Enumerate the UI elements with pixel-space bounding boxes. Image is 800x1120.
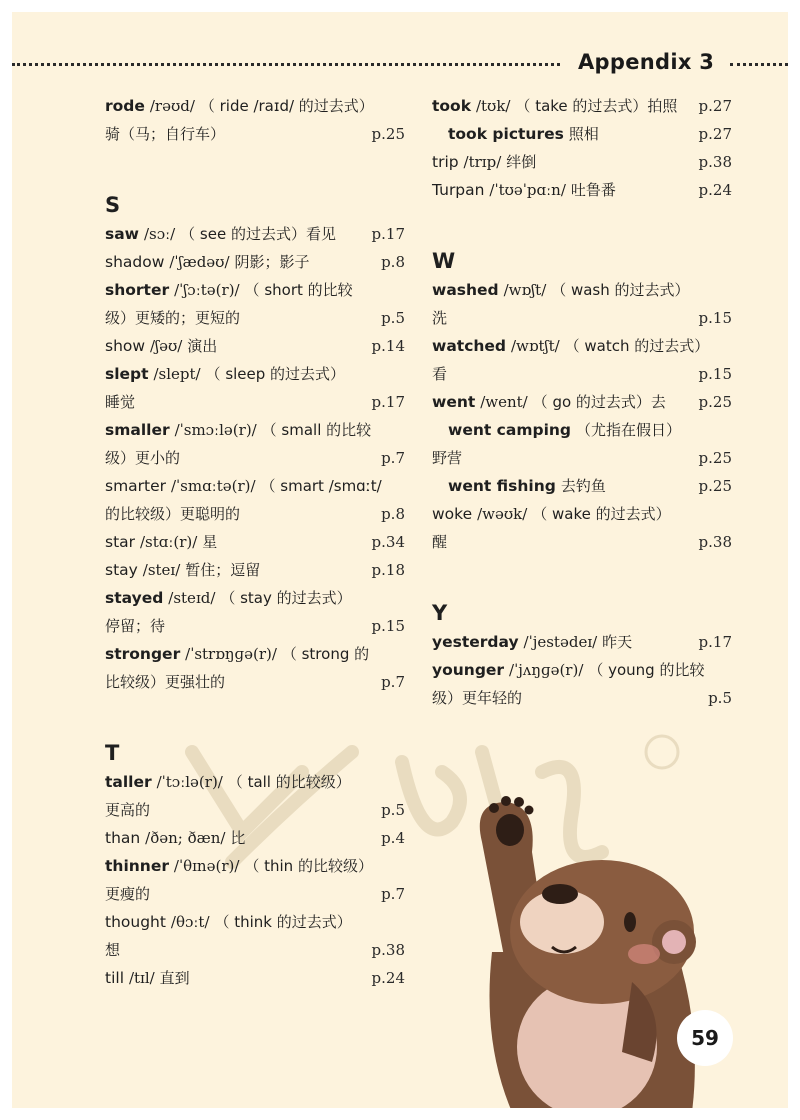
entry-word: thinner — [105, 857, 169, 875]
entry-word: Turpan — [432, 181, 485, 199]
glossary-continuation — [105, 668, 405, 696]
entry-gloss: 睡觉 — [105, 393, 136, 411]
entry-word: smaller — [105, 421, 170, 439]
right-column — [432, 92, 732, 712]
dotted-rule-right — [730, 63, 788, 66]
entry-word: saw — [105, 225, 140, 243]
entry-page-ref: p.8 — [381, 505, 405, 523]
glossary-entry — [432, 500, 732, 528]
glossary-entry — [432, 148, 732, 176]
entry-gloss: 暂住；逗留 — [185, 561, 261, 579]
section-letter: T — [105, 741, 120, 765]
entry-page-ref: p.25 — [371, 125, 405, 143]
glossary-entry — [105, 852, 405, 880]
entry-gloss: （ see 的过去式）看见 — [180, 225, 336, 243]
entry-gloss: 的比较级）更聪明的 — [105, 505, 241, 523]
section-gap — [432, 204, 732, 244]
entry-word: took pictures — [448, 125, 564, 143]
glossary-entry — [105, 220, 405, 248]
entry-page-ref: p.24 — [371, 969, 405, 987]
entry-page-ref: p.7 — [381, 449, 405, 467]
glossary-continuation — [432, 304, 732, 332]
entry-gloss: 阴影；影子 — [234, 253, 310, 271]
glossary-entry — [432, 276, 732, 304]
entry-gloss: （ strong 的 — [281, 645, 370, 663]
entry-page-ref: p.25 — [698, 393, 732, 411]
entry-phonetic: /ˈʃɔːtə(r)/ — [174, 281, 240, 299]
glossary-continuation — [105, 444, 405, 472]
entry-gloss: （ watch 的过去式） — [564, 337, 710, 355]
entry-gloss: （ tall 的比较级） — [227, 773, 351, 791]
entry-phonetic: /stɑː(r)/ — [139, 533, 198, 551]
glossary-entry — [105, 528, 405, 556]
section-gap — [105, 696, 405, 736]
entry-phonetic: /wɒʃt/ — [503, 281, 547, 299]
entry-gloss: 洗 — [432, 309, 448, 327]
section-letter: S — [105, 193, 121, 217]
entry-gloss: 直到 — [159, 969, 190, 987]
entry-phonetic: /steɪ/ — [142, 561, 181, 579]
entry-gloss: 吐鲁番 — [570, 181, 616, 199]
entry-page-ref: p.5 — [381, 801, 405, 819]
bear-illustration — [452, 782, 712, 1108]
glossary-entry — [105, 360, 405, 388]
entry-gloss: （ wash 的过去式） — [551, 281, 690, 299]
glossary-entry — [432, 176, 732, 204]
entry-phonetic: /rəʊd/ — [149, 97, 195, 115]
entry-page-ref: p.27 — [698, 97, 732, 115]
entry-word: went — [432, 393, 476, 411]
glossary-continuation — [105, 500, 405, 528]
entry-phonetic: /ˈstrɒŋɡə(r)/ — [185, 645, 277, 663]
dotted-rule-left — [12, 63, 560, 66]
entry-phonetic: /slept/ — [153, 365, 201, 383]
glossary-entry — [105, 556, 405, 584]
entry-page-ref: p.25 — [698, 449, 732, 467]
entry-page-ref: p.17 — [371, 225, 405, 243]
entry-word: shadow — [105, 253, 165, 271]
entry-gloss: 醒 — [432, 533, 448, 551]
glossary-continuation — [432, 360, 732, 388]
entry-page-ref: p.18 — [371, 561, 405, 579]
glossary-entry — [105, 584, 405, 612]
page-number: 59 — [677, 1010, 733, 1066]
entry-word: rode — [105, 97, 145, 115]
entry-gloss: （ go 的过去式）去 — [532, 393, 666, 411]
entry-gloss: 更高的 — [105, 801, 151, 819]
glossary-entry — [432, 656, 732, 684]
entry-gloss: 演出 — [187, 337, 218, 355]
entry-page-ref: p.25 — [698, 477, 732, 495]
entry-phonetic: /trɪp/ — [463, 153, 502, 171]
entry-phonetic: /ˈjʌŋɡə(r)/ — [509, 661, 584, 679]
entry-page-ref: p.5 — [708, 689, 732, 707]
entry-gloss: 级）更小的 — [105, 449, 181, 467]
glossary-entry — [432, 416, 732, 444]
glossary-continuation — [432, 528, 732, 556]
glossary-continuation — [432, 444, 732, 472]
entry-gloss: （ stay 的过去式） — [220, 589, 352, 607]
entry-page-ref: p.27 — [698, 125, 732, 143]
glossary-entry — [105, 248, 405, 276]
entry-gloss: 野营 — [432, 449, 463, 467]
entry-phonetic: /tʊk/ — [475, 97, 511, 115]
glossary-entry — [105, 824, 405, 852]
entry-page-ref: p.15 — [371, 617, 405, 635]
entry-word: younger — [432, 661, 505, 679]
entry-gloss: 想 — [105, 941, 121, 959]
entry-gloss: （ ride /raɪd/ 的过去式） — [199, 97, 374, 115]
entry-word: stronger — [105, 645, 181, 663]
entry-gloss: 看 — [432, 365, 448, 383]
glossary-entry — [432, 92, 732, 120]
entry-word: thought — [105, 913, 166, 931]
entry-word: star — [105, 533, 136, 551]
left-column — [105, 92, 405, 992]
entry-word: went fishing — [448, 477, 556, 495]
entry-page-ref: p.14 — [371, 337, 405, 355]
entry-gloss: （ smart /smɑːt/ — [260, 477, 382, 495]
entry-word: smarter — [105, 477, 167, 495]
entry-phonetic: /ˈʃædəʊ/ — [169, 253, 230, 271]
entry-word: stayed — [105, 589, 164, 607]
entry-page-ref: p.38 — [698, 533, 732, 551]
entry-gloss: 比较级）更强壮的 — [105, 673, 226, 691]
entry-phonetic: /ˈsmɑːtə(r)/ — [170, 477, 256, 495]
glossary-entry — [105, 908, 405, 936]
page — [12, 12, 788, 1108]
entry-page-ref: p.17 — [371, 393, 405, 411]
entry-phonetic: /ˈtɔːlə(r)/ — [156, 773, 223, 791]
entry-word: than — [105, 829, 141, 847]
entry-gloss: 比 — [230, 829, 246, 847]
glossary-continuation — [105, 304, 405, 332]
entry-word: stay — [105, 561, 138, 579]
glossary-entry — [432, 120, 732, 148]
entry-page-ref: p.38 — [371, 941, 405, 959]
entry-gloss: （ thin 的比较级） — [244, 857, 373, 875]
entry-gloss: 级）更年轻的 — [432, 689, 523, 707]
entry-word: watched — [432, 337, 507, 355]
entry-page-ref: p.24 — [698, 181, 732, 199]
entry-page-ref: p.38 — [698, 153, 732, 171]
entry-phonetic: /steɪd/ — [168, 589, 216, 607]
entry-gloss: （ wake 的过去式） — [532, 505, 671, 523]
entry-word: washed — [432, 281, 499, 299]
glossary-continuation — [105, 880, 405, 908]
entry-gloss: （ take 的过去式）拍照 — [515, 97, 678, 115]
section-gap — [105, 148, 405, 188]
entry-word: show — [105, 337, 146, 355]
entry-gloss: 去钓鱼 — [560, 477, 606, 495]
entry-phonetic: /ˈtʊəˈpɑːn/ — [489, 181, 566, 199]
glossary-continuation — [432, 684, 732, 712]
entry-word: yesterday — [432, 633, 519, 651]
entry-gloss: 停留；待 — [105, 617, 166, 635]
glossary-entry — [105, 332, 405, 360]
glossary-entry — [432, 388, 732, 416]
entry-word: taller — [105, 773, 152, 791]
entry-word: went camping — [448, 421, 572, 439]
entry-phonetic: /θɔːt/ — [170, 913, 210, 931]
entry-word: trip — [432, 153, 459, 171]
entry-page-ref: p.5 — [381, 309, 405, 327]
entry-gloss: 绊倒 — [506, 153, 537, 171]
glossary-continuation — [105, 612, 405, 640]
entry-gloss: 更瘦的 — [105, 885, 151, 903]
entry-gloss: （ sleep 的过去式） — [205, 365, 346, 383]
glossary-entry — [105, 768, 405, 796]
entry-phonetic: /wɒtʃt/ — [510, 337, 560, 355]
entry-phonetic: /ʃəʊ/ — [150, 337, 183, 355]
glossary-entry — [105, 416, 405, 444]
entry-gloss: （ short 的比较 — [244, 281, 353, 299]
glossary-entry — [432, 628, 732, 656]
entry-phonetic: /wəʊk/ — [477, 505, 528, 523]
glossary-entry — [105, 92, 405, 120]
glossary-entry — [432, 332, 732, 360]
section-gap — [432, 556, 732, 596]
glossary-continuation — [105, 796, 405, 824]
entry-page-ref: p.7 — [381, 885, 405, 903]
entry-phonetic: /tɪl/ — [128, 969, 155, 987]
entry-gloss: （ small 的比较 — [261, 421, 372, 439]
glossary-entry — [105, 276, 405, 304]
entry-gloss: （ young 的比较 — [588, 661, 705, 679]
entry-phonetic: /sɔː/ — [143, 225, 176, 243]
entry-word: shorter — [105, 281, 170, 299]
entry-page-ref: p.17 — [698, 633, 732, 651]
entry-page-ref: p.8 — [381, 253, 405, 271]
entry-gloss: 级）更矮的；更短的 — [105, 309, 241, 327]
entry-gloss: 昨天 — [602, 633, 633, 651]
entry-gloss: 照相 — [568, 125, 599, 143]
entry-page-ref: p.4 — [381, 829, 405, 847]
glossary-continuation — [105, 388, 405, 416]
entry-phonetic: /ˈjestədeɪ/ — [523, 633, 598, 651]
entry-phonetic: /ˈsmɔːlə(r)/ — [174, 421, 257, 439]
entry-page-ref: p.34 — [371, 533, 405, 551]
section-letter: Y — [432, 601, 448, 625]
entry-word: woke — [432, 505, 473, 523]
page-header — [12, 50, 788, 78]
entry-phonetic: /ðən; ðæn/ — [145, 829, 226, 847]
entry-gloss: 骑（马；自行车） — [105, 125, 226, 143]
entry-phonetic: /ˈθɪnə(r)/ — [173, 857, 240, 875]
glossary-entry — [105, 640, 405, 668]
entry-gloss: （ think 的过去式） — [214, 913, 352, 931]
entry-word: slept — [105, 365, 149, 383]
section-letter: W — [432, 249, 456, 273]
entry-word: took — [432, 97, 472, 115]
glossary-continuation — [105, 936, 405, 964]
entry-gloss: 星 — [202, 533, 218, 551]
glossary-entry — [105, 472, 405, 500]
entry-page-ref: p.7 — [381, 673, 405, 691]
entry-phonetic: /went/ — [480, 393, 528, 411]
entry-word: till — [105, 969, 124, 987]
entry-page-ref: p.15 — [698, 365, 732, 383]
entry-page-ref: p.15 — [698, 309, 732, 327]
page-title: Appendix 3 — [578, 50, 715, 74]
glossary-entry — [432, 472, 732, 500]
glossary-entry — [105, 964, 405, 992]
glossary-continuation — [105, 120, 405, 148]
entry-gloss: （尤指在假日） — [575, 421, 681, 439]
